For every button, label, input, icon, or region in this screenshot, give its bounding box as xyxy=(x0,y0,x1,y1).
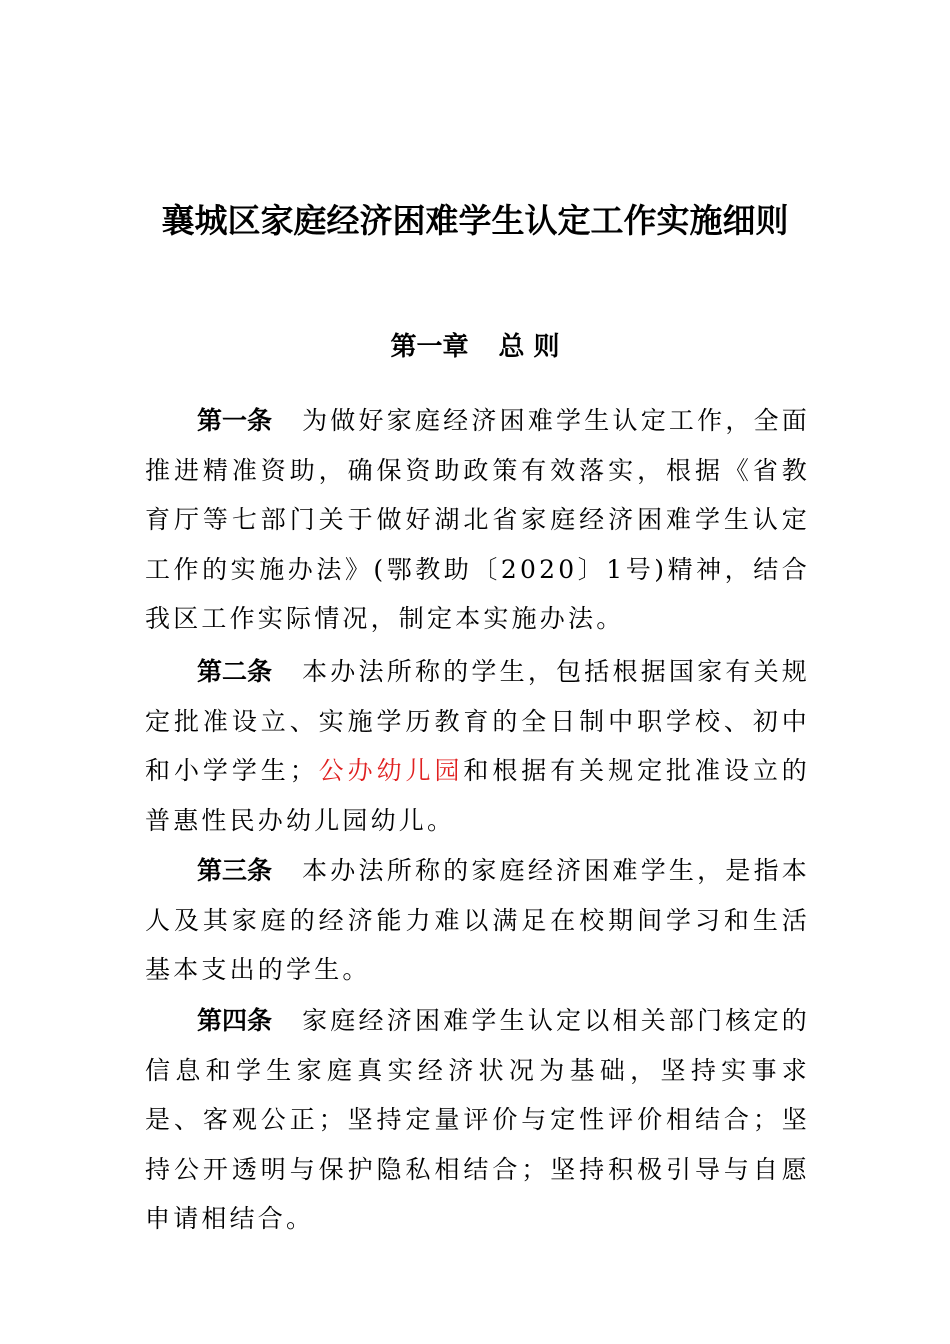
article-text: 为做好家庭经济困难学生认定工作，全面推进精准资助，确保资助政策有效落实，根据《省教育厅等七部门关于做好湖北省家庭经济困难学生认定工作的实施办法》(鄂教助〔2020〕1号)精神，结合我区工作实际情况，制定本实施办法。 xyxy=(145,406,810,633)
article-text: 本办法所称的学生，包括根据国家有关规定批准设立、实施学历教育的全日制中职学校、初中和小学学生； xyxy=(145,657,810,785)
highlighted-text: 公办幼儿园 xyxy=(317,756,464,785)
chapter-name: 总 则 xyxy=(498,332,560,362)
article-text: 家庭经济困难学生认定以相关部门核定的信息和学生家庭真实经济状况为基础，坚持实事求是、客观公正；坚持定量评价与定性评价相结合；坚持公开透明与保护隐私相结合；坚持积极引导与自愿申请相结合。 xyxy=(145,1006,810,1233)
chapter-heading xyxy=(0,325,950,369)
article-text-continued: 和根据有关规定批准设立的普惠性民办幼儿园幼儿。 xyxy=(145,756,810,835)
article-text: 本办法所称的家庭经济困难学生，是指本人及其家庭的经济能力难以满足在校期间学习和生活基本支出的学生。 xyxy=(145,856,810,984)
article-label: 第二条 xyxy=(197,657,273,686)
article-label: 第一条 xyxy=(197,406,273,435)
article-2 xyxy=(145,647,810,845)
chapter-label: 第一章 xyxy=(390,332,469,362)
document-title: 襄城区家庭经济困难学生认定工作实施细则 xyxy=(161,201,789,240)
article-label: 第四条 xyxy=(197,1006,273,1035)
article-label: 第三条 xyxy=(197,856,273,885)
article-3 xyxy=(145,846,810,995)
article-4 xyxy=(145,996,810,1244)
article-1 xyxy=(145,396,810,644)
